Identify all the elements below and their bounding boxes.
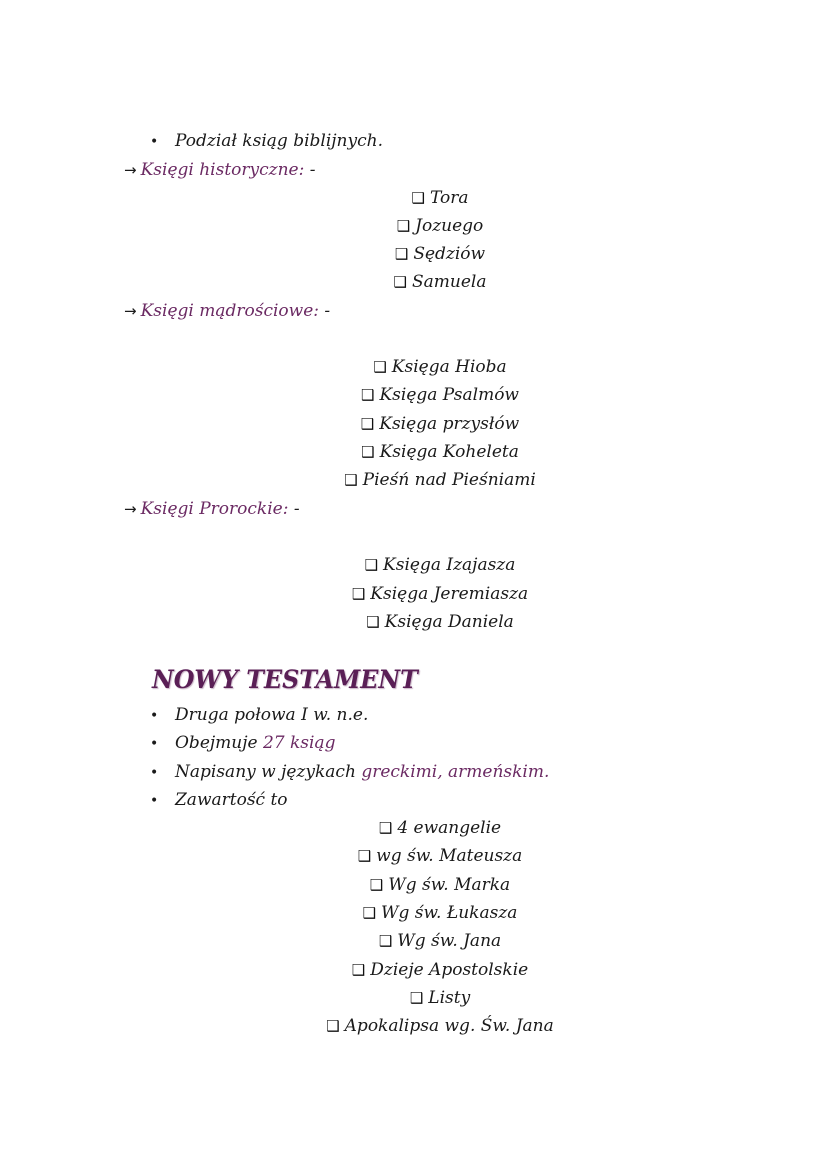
list-item-text: Sędziów <box>413 244 486 264</box>
checkbox-icon: ❑ <box>378 932 393 950</box>
list-item <box>0 413 828 435</box>
nt-bullet <box>150 789 288 812</box>
checkbox-icon: ❑ <box>373 358 387 376</box>
list-item-text: Wg św. Łukasza <box>381 903 518 923</box>
section-suffix: - <box>304 160 316 180</box>
section-label: Księgi mądrościowe: <box>140 301 319 321</box>
bullet-icon: • <box>150 736 159 752</box>
list-item-text: Samuela <box>411 272 487 292</box>
section-heading-wisdom <box>124 300 330 322</box>
nt-bullet-text: Druga połowa I w. n.e. <box>175 705 369 725</box>
list-item <box>0 469 828 491</box>
nt-bullet-text: Napisany w językach <box>175 762 362 782</box>
checkbox-icon: ❑ <box>409 989 424 1007</box>
arrow-right-icon: → <box>124 302 137 320</box>
checkbox-icon: ❑ <box>361 386 375 404</box>
list-item <box>0 554 828 576</box>
list-item <box>0 959 828 981</box>
list-item <box>0 384 828 406</box>
list-item-text: Tora <box>429 188 469 208</box>
list-item <box>0 583 828 605</box>
checkbox-icon: ❑ <box>393 273 407 291</box>
list-item <box>0 902 828 924</box>
nt-bullet-text: Obejmuje <box>175 733 263 753</box>
checkbox-icon: ❑ <box>361 443 375 461</box>
list-item-text: Wg św. Jana <box>397 931 502 951</box>
bullet-icon: • <box>150 708 159 724</box>
checkbox-icon: ❑ <box>344 471 358 489</box>
checkbox-icon: ❑ <box>351 961 366 979</box>
arrow-right-icon: → <box>124 161 137 179</box>
section-suffix: - <box>288 499 300 519</box>
section-heading-prophetic <box>124 498 300 520</box>
intro-bullet-text: Podział ksiąg biblijnych. <box>175 131 383 151</box>
bullet-icon: • <box>150 793 159 809</box>
checkbox-icon: ❑ <box>369 876 384 894</box>
arrow-right-icon: → <box>124 500 137 518</box>
intro-bullet <box>150 130 383 153</box>
section-label: Księgi Prorockie: <box>140 499 289 519</box>
checkbox-icon: ❑ <box>326 1017 340 1035</box>
checkbox-icon: ❑ <box>357 847 372 865</box>
checkbox-icon: ❑ <box>360 415 375 433</box>
list-item-text: Księga Jeremiasza <box>370 584 529 604</box>
new-testament-heading: NOWY TESTAMENT <box>152 665 418 694</box>
list-item-text: wg św. Mateusza <box>376 846 523 866</box>
checkbox-icon: ❑ <box>378 819 393 837</box>
list-item <box>0 441 828 463</box>
list-item-text: Księga Koheleta <box>379 442 519 462</box>
checkbox-icon: ❑ <box>394 245 409 263</box>
checkbox-icon: ❑ <box>364 556 379 574</box>
list-item-text: Jozuego <box>415 216 484 236</box>
list-item-text: Dzieje Apostolskie <box>370 960 529 980</box>
list-item-text: 4 ewangelie <box>397 818 502 838</box>
bullet-icon: • <box>150 765 159 781</box>
list-item <box>0 271 828 293</box>
list-item <box>0 930 828 952</box>
list-item <box>0 356 828 378</box>
list-item-text: Pieśń nad Pieśniami <box>362 470 536 490</box>
list-item-text: Księga Daniela <box>384 612 514 632</box>
section-heading-historical <box>124 159 316 181</box>
section-suffix: - <box>318 301 331 321</box>
checkbox-icon: ❑ <box>411 189 425 207</box>
nt-bullet-text: Zawartość to <box>175 790 288 810</box>
list-item-text: Wg św. Marka <box>388 875 511 895</box>
list-item-text: Apokalipsa wg. Św. Jana <box>344 1016 554 1036</box>
list-item-text: Księga przysłów <box>379 414 520 434</box>
checkbox-icon: ❑ <box>362 904 377 922</box>
list-item-text: Księga Izajasza <box>383 555 516 575</box>
list-item <box>0 987 828 1009</box>
nt-bullet-accent: 27 ksiąg <box>262 733 336 753</box>
list-item <box>0 187 828 209</box>
list-item <box>0 215 828 237</box>
checkbox-icon: ❑ <box>396 217 411 235</box>
list-item-text: Listy <box>428 988 471 1008</box>
list-item <box>0 611 828 633</box>
list-item <box>0 243 828 265</box>
list-item <box>0 1015 828 1037</box>
list-item <box>0 874 828 896</box>
list-item-text: Księga Hioba <box>391 357 507 377</box>
nt-bullet-accent: greckimi, armeńskim. <box>361 762 550 782</box>
section-label: Księgi historyczne: <box>140 160 305 180</box>
list-item <box>0 817 828 839</box>
nt-bullet <box>150 761 549 784</box>
checkbox-icon: ❑ <box>366 613 380 631</box>
bullet-icon: • <box>150 134 159 150</box>
list-item <box>0 845 828 867</box>
checkbox-icon: ❑ <box>351 585 366 603</box>
nt-bullet <box>150 732 335 755</box>
nt-bullet <box>150 704 368 727</box>
list-item-text: Księga Psalmów <box>379 385 519 405</box>
